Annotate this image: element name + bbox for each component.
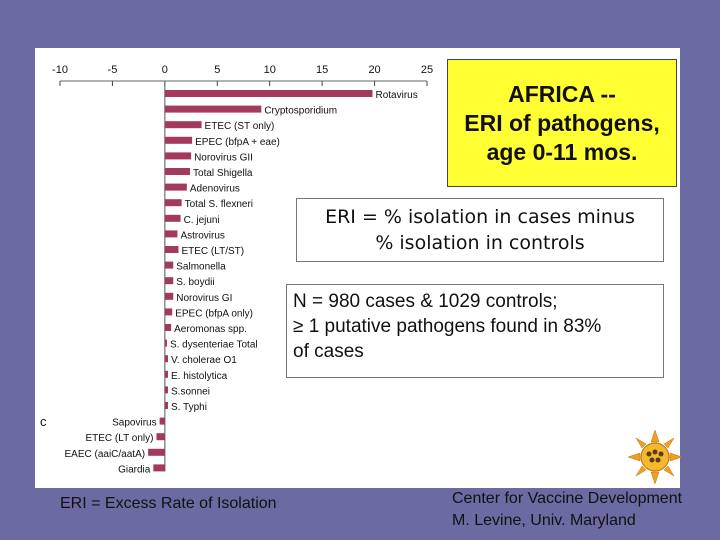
credit-line-1: Center for Vaccine Development <box>452 490 683 507</box>
bar <box>153 464 165 471</box>
bar <box>165 215 181 222</box>
x-tick-label: 15 <box>316 64 329 76</box>
sample-note-line-2: ≥ 1 putative pathogens found in 83% <box>293 316 602 337</box>
bar-label: EPEC (bfpA only) <box>175 308 254 320</box>
bar-label: Total Shigella <box>193 168 253 179</box>
bar-label: S. dysenteriae Total <box>169 339 258 351</box>
bar <box>148 449 165 456</box>
credit-line-2: M. Levine, Univ. Maryland <box>452 512 636 529</box>
bar-label: S. boydii <box>176 277 215 289</box>
bar <box>165 355 168 362</box>
bar-label: Rotavirus <box>375 90 418 101</box>
x-tick-label: 0 <box>161 64 168 76</box>
bar-label: Norovirus GI <box>176 292 233 304</box>
bar <box>165 168 190 175</box>
bar <box>165 308 172 315</box>
x-tick-label: 5 <box>214 64 221 76</box>
sample-note-line-1: N = 980 cases & 1029 controls; <box>293 291 558 312</box>
bar-label: E. histolytica <box>171 370 228 382</box>
bar <box>165 371 168 378</box>
bar <box>165 152 191 159</box>
title-line-1: AFRICA -- <box>508 80 616 107</box>
bar <box>165 137 192 144</box>
bar <box>165 246 179 253</box>
bar-label: Sapovirus <box>112 417 157 429</box>
bar-label: V. cholerae O1 <box>171 355 237 367</box>
bar-label: Cryptosporidium <box>264 105 338 117</box>
bar-label: Salmonella <box>176 261 226 273</box>
bar <box>165 262 173 269</box>
bar-label: C. jejuni <box>183 214 220 226</box>
x-tick-label: 20 <box>368 64 381 76</box>
bar-label: EPEC (bfpA + eae) <box>195 136 280 148</box>
x-tick-label: 25 <box>420 64 434 76</box>
bar-labels <box>64 90 417 475</box>
eri-definition-box <box>296 198 664 262</box>
stray-mark: c <box>40 414 47 429</box>
bar <box>165 340 167 347</box>
bar <box>165 402 168 409</box>
sample-note-box <box>286 284 664 378</box>
bar-label: S. Typhi <box>171 402 207 413</box>
bar <box>165 277 173 284</box>
title-line-2: ERI of pathogens, <box>464 109 660 136</box>
bar <box>156 433 164 440</box>
bar <box>165 293 173 300</box>
bar-label: Giardia <box>118 464 151 476</box>
bar-label: Norovirus GII <box>194 152 253 164</box>
bar-label: Astrovirus <box>180 230 225 242</box>
bar-label: ETEC (ST only) <box>204 121 275 133</box>
eri-definition-line-2: % isolation in controls <box>375 232 585 254</box>
x-tick-label: 10 <box>263 64 276 76</box>
eri-definition-line-1: ERI = % isolation in cases minus <box>325 206 635 228</box>
bar-label: EAEC (aaiC/aatA) <box>64 448 146 460</box>
sample-note-line-3: of cases <box>293 341 364 362</box>
title-line-3: age 0-11 mos. <box>486 138 638 165</box>
bar-label: ETEC (LT/ST) <box>181 246 245 257</box>
sun-logo-icon <box>626 428 684 486</box>
bar <box>165 106 261 113</box>
bar <box>165 324 171 331</box>
bar-label: ETEC (LT only) <box>85 433 154 445</box>
eri-footnote: ERI = Excess Rate of Isolation <box>60 495 277 512</box>
bar <box>165 184 187 191</box>
bar <box>165 230 178 237</box>
bar <box>165 199 182 206</box>
bar-label: Total S. flexneri <box>184 199 254 211</box>
bar-label: Aeromonas spp. <box>174 324 247 335</box>
title-box <box>447 59 677 187</box>
bar <box>165 121 202 128</box>
bar-label: S.sonnei <box>171 386 210 398</box>
bar-label: Adenovirus <box>189 183 240 195</box>
bar <box>165 386 168 393</box>
credit-footer <box>452 488 682 532</box>
x-tick-label: -10 <box>52 64 68 76</box>
bar <box>160 418 165 425</box>
x-tick-label: -5 <box>107 64 118 76</box>
bar <box>165 90 373 97</box>
